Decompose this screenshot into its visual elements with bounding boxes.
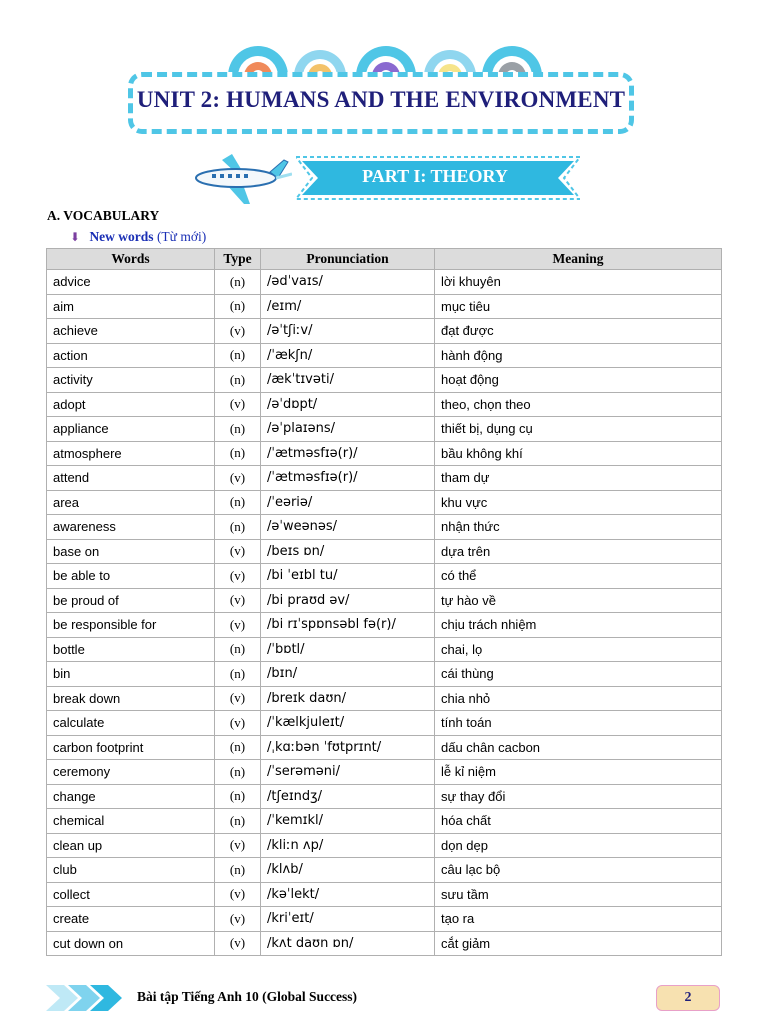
table-row — [47, 809, 722, 834]
pronunciation-cell: /əˈtʃiːv/ — [261, 319, 435, 344]
meaning-cell: bầu không khí — [435, 441, 722, 466]
pronunciation-cell: /tʃeɪndʒ/ — [261, 784, 435, 809]
column-header-type: Type — [215, 249, 261, 270]
type-cell: (n) — [215, 270, 261, 295]
meaning-cell: cái thùng — [435, 662, 722, 687]
pronunciation-cell: /ˌkɑːbən ˈfʊtprɪnt/ — [261, 735, 435, 760]
footer-book-title: Bài tập Tiếng Anh 10 (Global Success) — [137, 989, 358, 1004]
table-row — [47, 882, 722, 907]
part-title: PART I: THEORY — [362, 166, 508, 186]
type-cell: (v) — [215, 613, 261, 638]
type-cell: (n) — [215, 490, 261, 515]
vocabulary-table — [46, 248, 722, 956]
word-cell: area — [47, 490, 215, 515]
table-row — [47, 466, 722, 491]
table-body — [47, 270, 722, 956]
table-row — [47, 368, 722, 393]
word-cell: calculate — [47, 711, 215, 736]
pronunciation-cell: /ækˈtɪvəti/ — [261, 368, 435, 393]
table-row — [47, 784, 722, 809]
meaning-cell: tự hào về — [435, 588, 722, 613]
page-number: 2 — [656, 985, 720, 1011]
word-cell: aim — [47, 294, 215, 319]
pronunciation-cell: /bɪn/ — [261, 662, 435, 687]
meaning-cell: lời khuyên — [435, 270, 722, 295]
type-cell: (n) — [215, 784, 261, 809]
pronunciation-cell: /eɪm/ — [261, 294, 435, 319]
bullet-arrow-icon: ⬇ — [70, 230, 81, 244]
table-row — [47, 294, 722, 319]
type-cell: (v) — [215, 588, 261, 613]
type-cell: (v) — [215, 564, 261, 589]
meaning-cell: chia nhỏ — [435, 686, 722, 711]
type-cell: (v) — [215, 319, 261, 344]
pronunciation-cell: /kliːn ʌp/ — [261, 833, 435, 858]
table-row — [47, 539, 722, 564]
type-cell: (v) — [215, 882, 261, 907]
pronunciation-cell: /breɪk daʊn/ — [261, 686, 435, 711]
pronunciation-cell: /əˈdɒpt/ — [261, 392, 435, 417]
table-row — [47, 319, 722, 344]
pronunciation-cell: /beɪs ɒn/ — [261, 539, 435, 564]
word-cell: be responsible for — [47, 613, 215, 638]
table-row — [47, 637, 722, 662]
word-cell: base on — [47, 539, 215, 564]
table-row — [47, 931, 722, 956]
type-cell: (n) — [215, 637, 261, 662]
word-cell: achieve — [47, 319, 215, 344]
meaning-cell: sự thay đổi — [435, 784, 722, 809]
column-header-pronunciation: Pronunciation — [261, 249, 435, 270]
meaning-cell: theo, chọn theo — [435, 392, 722, 417]
type-cell: (v) — [215, 711, 261, 736]
meaning-cell: lễ kỉ niệm — [435, 760, 722, 785]
word-cell: be proud of — [47, 588, 215, 613]
table-row — [47, 564, 722, 589]
word-cell: break down — [47, 686, 215, 711]
type-cell: (n) — [215, 858, 261, 883]
table-row — [47, 735, 722, 760]
meaning-cell: khu vực — [435, 490, 722, 515]
word-cell: bin — [47, 662, 215, 687]
table-row — [47, 392, 722, 417]
meaning-cell: cắt giảm — [435, 931, 722, 956]
type-cell: (n) — [215, 735, 261, 760]
word-cell: cut down on — [47, 931, 215, 956]
word-cell: chemical — [47, 809, 215, 834]
meaning-cell: câu lạc bộ — [435, 858, 722, 883]
meaning-cell: hành động — [435, 343, 722, 368]
word-cell: atmosphere — [47, 441, 215, 466]
meaning-cell: sưu tầm — [435, 882, 722, 907]
table-row — [47, 686, 722, 711]
airplane-icon — [192, 152, 292, 206]
table-row — [47, 858, 722, 883]
word-cell: be able to — [47, 564, 215, 589]
table-row — [47, 343, 722, 368]
pronunciation-cell: /ˈbɒtl/ — [261, 637, 435, 662]
table-row — [47, 490, 722, 515]
type-cell: (n) — [215, 809, 261, 834]
table-row — [47, 588, 722, 613]
type-cell: (n) — [215, 417, 261, 442]
table-row — [47, 907, 722, 932]
table-row — [47, 441, 722, 466]
pronunciation-cell: /bi praʊd əv/ — [261, 588, 435, 613]
table-row — [47, 760, 722, 785]
meaning-cell: hóa chất — [435, 809, 722, 834]
table-row — [47, 613, 722, 638]
new-words-label: New words — [89, 229, 154, 244]
word-cell: awareness — [47, 515, 215, 540]
type-cell: (v) — [215, 833, 261, 858]
word-cell: carbon footprint — [47, 735, 215, 760]
pronunciation-cell: /ˈætməsfɪə(r)/ — [261, 441, 435, 466]
type-cell: (v) — [215, 466, 261, 491]
section-heading: A. VOCABULARY — [47, 208, 160, 223]
table-row — [47, 711, 722, 736]
meaning-cell: tính toán — [435, 711, 722, 736]
meaning-cell: chịu trách nhiệm — [435, 613, 722, 638]
table-header-row — [47, 249, 722, 270]
type-cell: (n) — [215, 441, 261, 466]
meaning-cell: dựa trên — [435, 539, 722, 564]
word-cell: attend — [47, 466, 215, 491]
pronunciation-cell: /klʌb/ — [261, 858, 435, 883]
word-cell: action — [47, 343, 215, 368]
word-cell: ceremony — [47, 760, 215, 785]
word-cell: adopt — [47, 392, 215, 417]
unit-title: UNIT 2: HUMANS AND THE ENVIRONMENT — [136, 87, 626, 112]
type-cell: (v) — [215, 539, 261, 564]
meaning-cell: mục tiêu — [435, 294, 722, 319]
meaning-cell: đạt được — [435, 319, 722, 344]
type-cell: (v) — [215, 931, 261, 956]
column-header-meaning: Meaning — [435, 249, 722, 270]
type-cell: (n) — [215, 515, 261, 540]
word-cell: appliance — [47, 417, 215, 442]
type-cell: (v) — [215, 907, 261, 932]
word-cell: clean up — [47, 833, 215, 858]
meaning-cell: dấu chân cacbon — [435, 735, 722, 760]
word-cell: club — [47, 858, 215, 883]
table-row — [47, 515, 722, 540]
subsection-heading — [70, 229, 206, 245]
type-cell: (v) — [215, 686, 261, 711]
pronunciation-cell: /əˈplaɪəns/ — [261, 417, 435, 442]
type-cell: (n) — [215, 368, 261, 393]
meaning-cell: có thể — [435, 564, 722, 589]
word-cell: collect — [47, 882, 215, 907]
pronunciation-cell: /ədˈvaɪs/ — [261, 270, 435, 295]
pronunciation-cell: /ˈeəriə/ — [261, 490, 435, 515]
pronunciation-cell: /əˈweənəs/ — [261, 515, 435, 540]
table-row — [47, 270, 722, 295]
word-cell: create — [47, 907, 215, 932]
word-cell: change — [47, 784, 215, 809]
pronunciation-cell: /ˈkemɪkl/ — [261, 809, 435, 834]
pronunciation-cell: /kʌt daʊn ɒn/ — [261, 931, 435, 956]
word-cell: bottle — [47, 637, 215, 662]
type-cell: (v) — [215, 392, 261, 417]
type-cell: (n) — [215, 662, 261, 687]
pronunciation-cell: /ˈserəməni/ — [261, 760, 435, 785]
meaning-cell: tạo ra — [435, 907, 722, 932]
pronunciation-cell: /ˈkælkjuleɪt/ — [261, 711, 435, 736]
type-cell: (n) — [215, 760, 261, 785]
pronunciation-cell: /bi rɪˈspɒnsəbl fə(r)/ — [261, 613, 435, 638]
type-cell: (n) — [215, 294, 261, 319]
meaning-cell: nhận thức — [435, 515, 722, 540]
word-cell: activity — [47, 368, 215, 393]
word-cell: advice — [47, 270, 215, 295]
table-row — [47, 417, 722, 442]
meaning-cell: dọn dẹp — [435, 833, 722, 858]
meaning-cell: tham dự — [435, 466, 722, 491]
meaning-cell: chai, lọ — [435, 637, 722, 662]
new-words-note: (Từ mới) — [156, 229, 207, 244]
meaning-cell: thiết bị, dụng cụ — [435, 417, 722, 442]
pronunciation-cell: /bi ˈeɪbl tu/ — [261, 564, 435, 589]
table-row — [47, 833, 722, 858]
pronunciation-cell: /ˈækʃn/ — [261, 343, 435, 368]
meaning-cell: hoạt động — [435, 368, 722, 393]
table-row — [47, 662, 722, 687]
type-cell: (n) — [215, 343, 261, 368]
pronunciation-cell: /kəˈlekt/ — [261, 882, 435, 907]
column-header-words: Words — [47, 249, 215, 270]
pronunciation-cell: /ˈætməsfɪə(r)/ — [261, 466, 435, 491]
pronunciation-cell: /kriˈeɪt/ — [261, 907, 435, 932]
chevron-arrows-icon — [46, 983, 126, 1013]
